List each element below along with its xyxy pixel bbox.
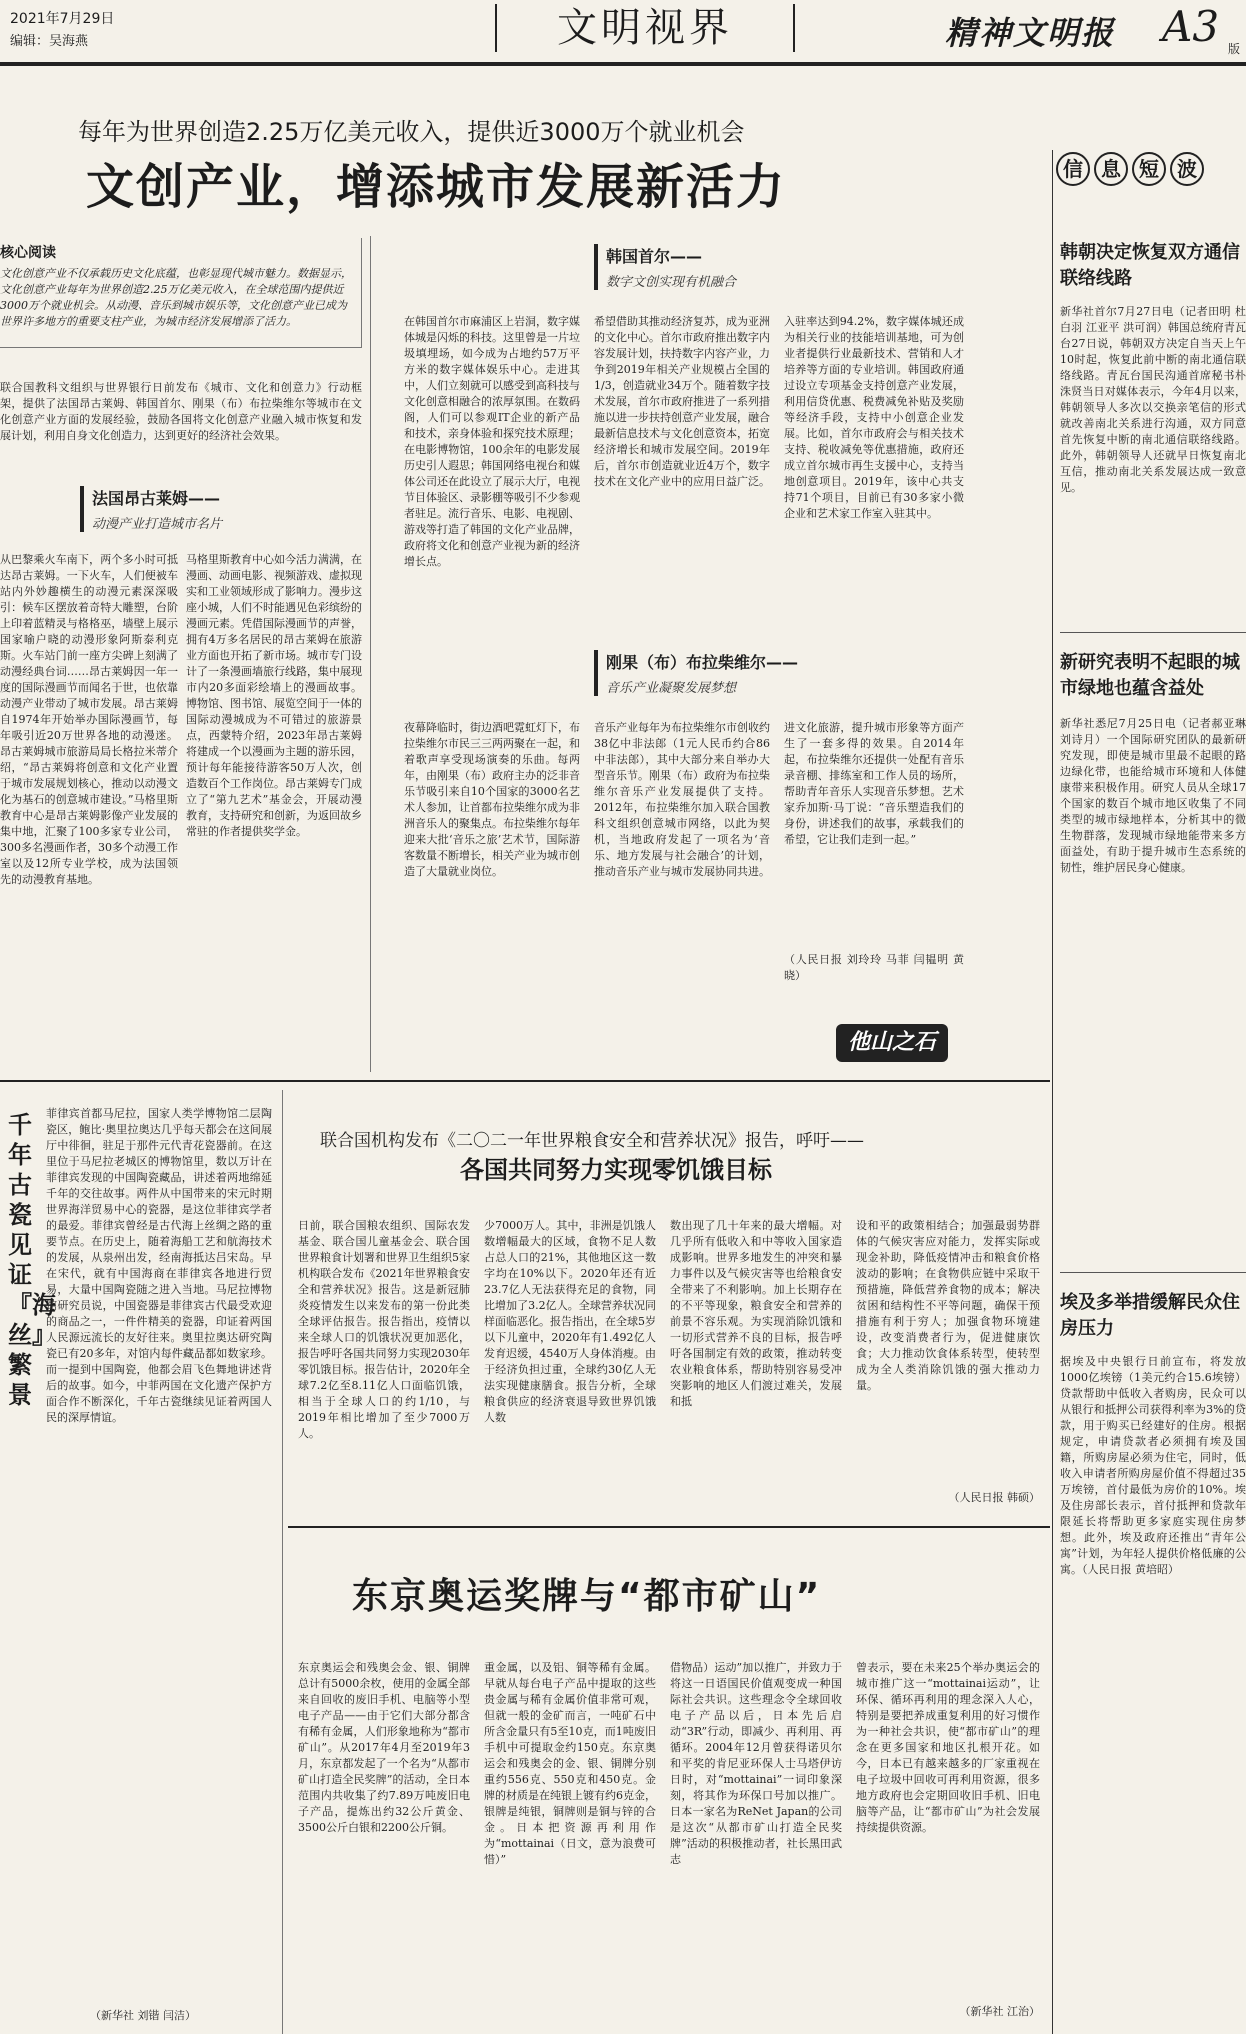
olympic-headline: 东京奥运奖牌与“都市矿山” [352, 1576, 822, 1617]
olympic-col-4: 曾表示，要在未来25个举办奥运会的城市推广这一“mottainai运动”，让环保、循环再利用的理念深入人心，特别是要把养成重复利用的好习惯作为一种社会共识，使“都市矿山”的理念在更多国家和地区扎根开花。如今，日本已有越来越多的厂家重视在电子垃圾中回收可再利用资源，很多地方政府也会定期回收旧手机、旧电脑等产品，让“都市矿山”为社会发展持续提供资源。 [856, 1661, 1040, 1834]
olympic-credit: （新华社 江治） [959, 2005, 1040, 2018]
masthead [0, 0, 1246, 62]
rail-item-3-body: 据埃及中央银行日前宣布，将发放1000亿埃镑（1美元约合15.6埃镑）贷款帮助中低收入者购房，民众可以从银行和抵押公司获得利率为3%的贷款，用于购买已经建好的住房。根据规定，申请贷款者必须拥有埃及国籍，所购房屋必须为住宅，同时，低收入申请者所购房屋价值不得超过35万埃镑，首付最低为房价的10%。埃及住房部长表示，首付抵押和贷款年限延长将帮助更多家庭实现住房梦想。此外，埃及政府还推出“青年公寓”计划，为年轻人提供价格低廉的公寓。（人民日报 黄培昭） [1060, 1355, 1246, 1576]
rail-item-1-body: 新华社首尔7月27日电（记者田明 杜白羽 江亚平 洪可润）韩国总统府青瓦台27日说，韩朝双方决定自当天上午10时起，恢复此前中断的南北通信联络线路。青瓦台国民沟通首席秘书朴洙贤当日对媒体表示，今年4月以来，韩朝领导人多次以交换亲笔信的形式就改善南北关系进行沟通，双方同意首先恢复中断的南北通信联络线路。此外，韩朝领导人还就早日恢复南北互信，推动南北关系发展达成一致意见。 [1060, 305, 1246, 494]
grain-bottom-rule [288, 1526, 1050, 1528]
porcelain-divider [282, 1090, 283, 2034]
grain-col-2: 少7000万人。其中，非洲是饥饿人数增幅最大的区域，食物不足人数占总人口的21%，其他地区这一数字均在10%以下。2020年还有近23.7亿人无法获得充足的食物，同比增加了3.2亿人。全球营养状况同样面临恶化。报告指出，在全球5岁以下儿童中，2020年有1.492亿人发育迟缓，4540万人身体消瘦。由于经济负担过重，全球约30亿人无法实现健康膳食。报告分析，全球粮食供应的经济衰退导致世界饥饿人数 [484, 1219, 656, 1424]
grain-kicker: 联合国机构发布《二〇二一年世界粮食安全和营养状况》报告，呼吁—— [320, 1131, 864, 1151]
grain-col-3: 数出现了几十年来的最大增幅。对几乎所有低收入和中等收入国家造成影响。世界多地发生的冲突和暴力事件以及气候灾害等也给粮食安全带来了不利影响。加上长期存在的不平等现象，粮食安全和营养的前景不容乐观。为实现消除饥饿和一切形式营养不良的目标，报告呼吁各国制定有效的政策，推动转变农业粮食体系，帮助特别容易受冲突影响的地区人们渡过难关，发展和抵 [670, 1219, 842, 1408]
rail-item-3-title: 埃及多举措缓解民众住房压力 [1060, 1292, 1240, 1339]
section-angouleme-title: 法国昂古莱姆—— [92, 489, 221, 508]
section-brazzaville [594, 650, 798, 696]
rail-header [1056, 152, 1246, 192]
seoul-col-1: 在韩国首尔市麻浦区上岩洞，数字媒体城是闪烁的科技。这里曾是一片垃圾填埋场，如今成为占地约57万平方米的数字媒体娱乐中心。走进其中，人们立刻就可以感受到高科技与文化创意相融合的浓厚氛围。在数码阁，人们可以参观IT企业的新产品和技术，亲身体验和探究技术原理；在电影博物馆，100余年的电影发展历史引人遐思；韩国网络电视台和媒体公司还在此设立了展示大厅，电视节目体验区、录影棚等吸引不少参观者驻足。流行音乐、电影、电视剧、游戏等打造了韩国的文化产业品牌，政府将文化和创意产业视为新的经济增长点。 [404, 315, 580, 568]
section-brazzaville-subtitle: 音乐产业凝聚发展梦想 [606, 681, 737, 696]
lead-intro: 联合国教科文组织与世界银行日前发布《城市、文化和创意力》行动框架，提供了法国昂古莱姆、韩国首尔、刚果（布）布拉柴维尔等城市在文化创意产业方面的发展经验，鼓励各国将文化创意产业融入城市恢复和发展计划，利用自身文化创造力，达到更好的经济社会效果。 [0, 381, 362, 442]
olympic-col-2: 重金属，以及铝、铜等稀有金属。早就从每台电子产品中提取的这些贵金属与稀有金属价值非常可观，但就一般的金矿而言，一吨矿石中所含金量只有5至10克，而1吨废旧手机中可提取金约150克。东京奥运会和残奥会的金、银、铜牌分别重约556克、550克和450克。金牌的材质是在纯银上镀有约6克金，银牌是纯银，铜牌则是铜与锌的合金。日本把资源再利用作为“mottainai（日文，意为浪费可惜）” [484, 1661, 656, 1866]
porcelain-title: 千年古瓷见证『海丝』繁景 [8, 1111, 56, 1409]
section-seoul [594, 244, 736, 290]
brazzaville-col-1: 夜幕降临时，街边酒吧霓虹灯下，布拉柴维尔市民三三两两聚在一起，和着歌声享受现场演奏的乐曲。每两年，由刚果（布）政府主办的泛非音乐节吸引来自10个国家的3000名艺术人参加，让首都布拉柴维尔成为非洲音乐人的聚集点。布拉柴维尔每年迎来大批‘音乐之旅’艺术节，国际游客数量不断增长，相关产业为城市创造了大量就业岗位。 [404, 721, 580, 878]
section-title-text: 文明视界 [557, 5, 733, 51]
rail-item-1-title: 韩朝决定恢复双方通信联络线路 [1060, 242, 1240, 289]
section-angouleme [80, 486, 222, 532]
grain-col-1: 日前，联合国粮农组织、国际农发基金、联合国儿童基金会、联合国世界粮食计划署和世界卫生组织5家机构联合发布《2021年世界粮食安全和营养状况》报告。这是新冠肺炎疫情发生以来发布的第一份此类全球评估报告。报告指出，疫情以来全球人口的饥饿状况更加恶化，报告呼吁各国共同努力实现2030年零饥饿目标。报告估计，2020年全球7.2亿至8.11亿人口面临饥饿，相当于全球人口的约1/10，与2019年相比增加了至少7000万人。 [298, 1219, 470, 1440]
rail-item-2-body: 新华社悉尼7月25日电（记者郝亚琳 刘诗月）一个国际研究团队的最新研究发现，即使是城市里最不起眼的路边绿化带，也能给城市环境和人体健康带来积极作用。研究人员从全球17个国家的数百个城市地区收集了不同类型的城市绿地样本，分析其中的微生物群落，发现城市绿地能带来多方面益处，有助于提升城市生态系统的韧性，维护居民身心健康。 [1060, 717, 1246, 874]
brazzaville-col-3: 进文化旅游，提升城市形象等方面产生了一套多得的效果。自2014年起，布拉柴维尔还提供一处配有音乐录音棚、排练室和工作人员的场所，帮助青年音乐人实现音乐梦想。艺术家乔加斯·马丁说：“音乐塑造我们的身份，讲述我们的故事，承载我们的希望，它让我们走到一起。” [784, 721, 964, 846]
lead-bottom-rule [0, 1080, 1050, 1082]
ad-logo-text: 他山之石 [847, 1030, 936, 1055]
section-seoul-title: 韩国首尔—— [606, 247, 703, 266]
page-number: A3 [1162, 2, 1220, 51]
page-suffix: 版 [1228, 42, 1241, 56]
lead-headline: 文创产业，增添城市发展新活力 [86, 159, 787, 215]
rail-header-char-3: 短 [1132, 152, 1166, 186]
masthead-rule [0, 62, 1246, 66]
lead-kicker: 每年为世界创造2.25万亿美元收入，提供近3000万个就业机会 [78, 118, 745, 146]
paper-name: 精神文明报 [945, 14, 1116, 52]
brazzaville-col-2: 音乐产业每年为布拉柴维尔市创收约38亿中非法郎（1元人民币约合86中非法郎），其中大部分来自举办大型音乐节。刚果（布）政府为布拉柴维尔音乐产业发展提供了支持。2012年，布拉柴维尔加入联合国教科文组织创意城市网络，以此为契机，当地政府发起了一项名为‘音乐、地方发展与社会融合’的计划，推动音乐产业与城市发展协同共进。 [594, 721, 770, 878]
olympic-col-1: 东京奥运会和残奥会金、银、铜牌总计有5000余枚，使用的金属全部来自回收的废旧手机、电脑等小型电子产品——由于它们大部分都含有稀有金属，人们形象地称为“都市矿山”。从2017年4月至2019年3月，东京都发起了一个名为“从都市矿山打造全民奖牌”的活动，全日本范围内共收集了约7.89万吨废旧电子产品，提炼出约32公斤黄金、3500公斤白银和2200公斤铜。 [298, 1661, 470, 1834]
grain-headline: 各国共同努力实现零饥饿目标 [460, 1156, 772, 1184]
rail-divider [1052, 150, 1053, 2034]
core-label: 核心阅读 [0, 245, 56, 261]
rail-item-2-title: 新研究表明不起眼的城市绿地也蕴含益处 [1060, 652, 1240, 699]
section-angouleme-subtitle: 动漫产业打造城市名片 [92, 517, 223, 532]
lead-col-1: 从巴黎乘火车南下，两个多小时可抵达昂古莱姆。一下火车，人们便被车站内外妙趣横生的动漫元素深深吸引：候车区摆放着奇特大雕塑，台阶上印着蓝精灵与格格巫，墙壁上展示国家喻户晓的动漫形象阿斯泰利克斯。火车站门前一座方尖碑上刻满了动漫经典台词……昂古莱姆因一年一度的国际漫画节而闻名于世，也依靠动漫产业带动了城市发展。昂古莱姆自1974年开始举办国际漫画节，每年吸引近20万世界各地的动漫迷。昂古莱姆城市旅游局局长格拉米蒂介绍，“昂古莱姆将创意和文化产业置于城市发展规划核心，推动以动漫文化为基石的创意城市建设。”马格里斯教育中心是昂古莱姆影像产业发展的集中地，汇聚了100多家专业公司，300多名漫画作者，30多个动漫工作室以及12所专业学校，成为法国领先的动漫教育基地。 [0, 553, 178, 886]
olympic-col-3: 借物品）运动”加以推广，并致力于将这一日语国民价值观变成一种国际社会共识。这些理念令全球回收电子产品以后，日本先后启动“3R”行动，即减少、再利用、再循环。2004年12月曾获得诺贝尔和平奖的肯尼亚环保人士马塔伊访日时，对“mottainai”一词印象深刻，将其作为环保口号加以推广。日本一家名为ReNet Japan的公司是这次“从都市矿山打造全民奖牌”活动的积极推动者，社长黑田武志 [670, 1661, 842, 1866]
grain-credit: （人民日报 韩硕） [948, 1491, 1040, 1504]
rail-header-char-4: 波 [1170, 152, 1204, 186]
seoul-col-3: 入驻率达到94.2%，数字媒体城还成为相关行业的技能培训基地，可为创业者提供行业最新技术、营销和人才培养等方面的专业培训。韩国政府通过设立专项基金支持创意产业发展，利用信贷优惠、税费减免补贴及奖励等经济手段，支持中小创意企业发展。比如，首尔市政府会与相关技术支持、税收减免等优惠措施，政府还成立首尔城市再生支援中心，支持当地创意项目。2019年，该中心共支持71个项目，目前已有30多家小微企业和艺术家工作室入驻其中。 [784, 315, 964, 520]
section-title [495, 4, 795, 52]
rail-rule-2 [1060, 1272, 1246, 1273]
section-seoul-subtitle: 数字文创实现有机融合 [606, 275, 737, 290]
grain-col-4: 设和平的政策相结合；加强最弱势群体的气候灾害应对能力，发挥实际或现金补助，降低疫情冲击和粮食价格波动的影响；在食物供应链中采取干预措施，降低营养食物的成本；解决贫困和结构性不平等问题，确保干预措施有利于穷人；加强食物环境建设，改变消费者行为，促进健康饮食；大力推动饮食体系转型，使转型成为全人类消除饥饿的强大推动力量。 [856, 1219, 1040, 1392]
porcelain-body: 菲律宾首都马尼拉，国家人类学博物馆二层陶瓷区，鲍比·奥里拉奥达几乎每天都会在这间展厅中徘徊，驻足于那件元代青花瓷器前。在这里位于马尼拉老城区的博物馆里，数以万计在菲律宾发现的中国陶瓷藏品，讲述着两地绵延千年的交往故事。两件从中国带来的宋元时期世界海洋贸易中心的瓷器，是这位菲律宾学者的最爱。菲律宾曾经是古代海上丝绸之路的重要节点。在历史上，随着海船工艺和航海技术的发展，从泉州出发，经南海抵达吕宋岛。早在宋代，就有中国海商在菲律宾各地进行贸易，大量中国陶瓷随之进入当地。马尼拉博物馆研究员说，中国瓷器是菲律宾古代最受欢迎的商品之一，一件件精美的瓷器，印证着两国人民源远流长的友好往来。奥里拉奥达研究陶瓷已有20多年，对馆内每件藏品都如数家珍。而一提到中国陶瓷，他都会眉飞色舞地讲述背后的故事。如今，中菲两国在文化遗产保护方面合作不断深化，千年古瓷继续见证着两国人民的深厚情谊。 [46, 1107, 272, 1424]
rail-header-char-2: 息 [1094, 152, 1128, 186]
issue-date: 2021年7月29日 [10, 11, 115, 27]
rail-header-char-1: 信 [1056, 152, 1090, 186]
brazzaville-credit: （人民日报 刘玲玲 马菲 闫韫明 黄晓） [784, 953, 964, 982]
editor-credit: 编辑：吴海燕 [10, 34, 89, 49]
ad-logo [836, 1024, 948, 1062]
lead-divider-1 [370, 236, 371, 1072]
core-box [0, 238, 362, 348]
rail-rule-1 [1060, 632, 1246, 633]
porcelain-credit: （新华社 刘锴 闫洁） [90, 2009, 196, 2022]
seoul-col-2: 希望借助其推动经济复苏，成为亚洲的文化中心。首尔市政府推出数字内容发展计划，扶持数字内容产业，力争到2019年相关产业规模占全国的1/3，创造就业34万个。随着数字技术发展，首尔市政府推进了一系列措施以进一步扶持创意产业发展，融合最新信息技术与文化创意资本，拓宽经济增长和城市发展空间。2019年后，首尔市创造就业近4万个，数字技术在文化产业中的应用日益广泛。 [594, 315, 770, 488]
section-brazzaville-title: 刚果（布）布拉柴维尔—— [606, 653, 799, 672]
core-text: 文化创意产业不仅承载历史文化底蕴，也彰显现代城市魅力。数据显示，文化创意产业每年为世界创造2.25万亿美元收入，在全球范围内提供近3000万个就业机会。从动漫、音乐到城市娱乐等，文化创意产业已成为世界许多地方的重要支柱产业，为城市经济发展增添了活力。 [0, 267, 352, 328]
lead-col-2: 马格里斯教育中心如今活力满满，在漫画、动画电影、视频游戏、虚拟现实和工业领域形成了影响力。漫步这座小城，人们不时能遇见色彩缤纷的漫画元素。凭借国际漫画节的声誉，拥有4万多名居民的昂古莱姆在旅游业方面也开拓了新市场。城市专门设计了一条漫画墙旅行线路，集中展现市内20多面彩绘墙上的漫画故事。博物馆、图书馆、展览空间于一体的国际动漫城成为不可错过的旅游景点，西蒙特介绍，2023年昂古莱姆将建成一个以漫画为主题的游乐园，预计每年能接待游客50万人次，创造数百个工作岗位。昂古莱姆专门成立了“第九艺术”基金会，开展动漫教育，支持研究和创新，为返回故乡常驻的作者提供奖学金。 [186, 553, 362, 838]
